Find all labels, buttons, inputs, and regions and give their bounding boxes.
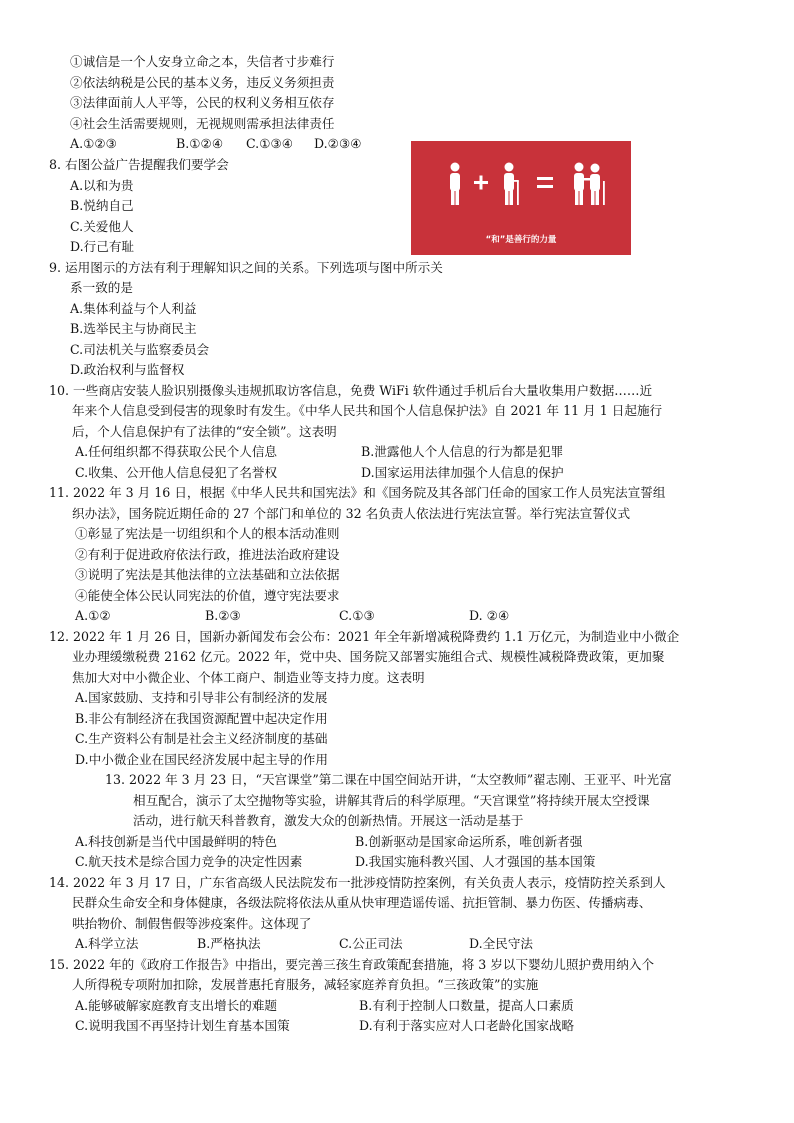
- q14-options: [75, 936, 635, 952]
- public-service-ad-image: [411, 141, 631, 255]
- q12-stem-line-3: 焦加大对中小微企业、个体工商户、制造业等支持力度。这表明: [72, 670, 425, 685]
- q13-stem-line-3: 活动，进行航天科普教育，激发大众的创新热情。开展这一活动是基于: [133, 813, 524, 828]
- q13-option-d: D.我国实施科教兴国、人才强国的基本国策: [355, 854, 596, 869]
- q10-option-a: A.任何组织都不得获取公民个人信息: [75, 444, 278, 459]
- q12-option-c: C.生产资料公有制是社会主义经济制度的基础: [75, 731, 328, 746]
- q7-statement-1: ①诚信是一个人安身立命之本，失信者寸步难行: [70, 54, 335, 69]
- q11-option-c: C.①③: [339, 608, 375, 623]
- q12-option-d: D.中小微企业在国民经济发展中起主导的作用: [75, 752, 328, 767]
- q15-stem-line-2: 人所得税专项附加扣除，发展普惠托育服务，减轻家庭养育负担。“三孩政策”的实施: [72, 977, 539, 992]
- q11-option-d: D. ②④: [469, 608, 510, 623]
- q13-stem-line-1: 13. 2022 年 3 月 23 日，“天宫课堂”第二课在中国空间站开讲，“太空教师”翟志刚、王亚平、叶光富: [105, 772, 672, 787]
- q7-statement-2: ②依法纳税是公民的基本义务，违反义务须担责: [70, 75, 335, 90]
- q11-statement-2: ②有利于促进政府依法行政，推进法治政府建设: [75, 547, 340, 562]
- q10-option-b: B.泄露他人个人信息的行为都是犯罪: [361, 444, 564, 459]
- q12-stem-line-2: 业办理缓缴税费 2162 亿元。2022 年，党中央、国务院又部署实施组合式、规模性减税降费政策，更加聚: [72, 649, 665, 664]
- q14-option-d: D.全民守法: [469, 936, 534, 951]
- q13-option-c: C.航天技术是综合国力竞争的决定性因素: [75, 854, 303, 869]
- q11-stem-line-2: 织办法》，国务院近期任命的 27 个部门和单位的 32 名负责人依法进行宪法宣誓。举行宪法宣誓仪式: [72, 506, 631, 521]
- q15-option-b: B.有利于控制人口数量，提高人口素质: [359, 998, 574, 1013]
- q14-stem-line-1: 14. 2022 年 3 月 17 日，广东省高级人民法院发布一批涉疫情防控案例，有关负责人表示，疫情防控关系到人: [49, 875, 666, 890]
- q8-option-b: B.悦纳自己: [70, 198, 134, 213]
- q10-stem-line-3: 后，个人信息保护有了法律的“安全锁”。这表明: [72, 424, 337, 439]
- q10-option-c: C.收集、公开他人信息侵犯了名誉权: [75, 465, 278, 480]
- q13-option-a: A.科技创新是当代中国最鲜明的特色: [75, 834, 278, 849]
- q10-options-row-2: [75, 465, 715, 481]
- q11-statement-4: ④能使全体公民认同宪法的价值，遵守宪法要求: [75, 588, 340, 603]
- q8-stem: 8. 右图公益广告提醒我们要学会: [49, 157, 229, 172]
- q7-statement-4: ④社会生活需要规则，无视规则需承担法律责任: [70, 116, 335, 131]
- equals-icon: [537, 177, 553, 188]
- q9-stem-line-2: 系一致的是: [70, 280, 133, 295]
- q9-option-a: A.集体利益与个人利益: [70, 301, 197, 316]
- q10-options-row-1: [75, 444, 715, 460]
- q12-stem-line-1: 12. 2022 年 1 月 26 日，国新办新闻发布会公布：2021 年全年新增减税降费约 1.1 万亿元，为制造业中小微企: [49, 629, 680, 644]
- q11-statement-1: ①彰显了宪法是一切组织和个人的根本活动准则: [75, 526, 340, 541]
- q14-option-a: A.科学立法: [75, 936, 139, 951]
- q15-option-a: A.能够破解家庭教育支出增长的难题: [75, 998, 278, 1013]
- q11-options: [75, 608, 575, 624]
- ad-caption: “和”是善行的力量: [485, 235, 557, 245]
- q11-option-a: A.①②: [75, 608, 111, 623]
- q8-option-d: D.行己有耻: [70, 239, 135, 254]
- q13-option-b: B.创新驱动是国家命运所系，唯创新者强: [355, 834, 583, 849]
- q14-option-b: B.严格执法: [197, 936, 261, 951]
- q13-options-row-1: [75, 834, 715, 850]
- q12-option-a: A.国家鼓励、支持和引导非公有制经济的发展: [75, 690, 328, 705]
- elderly-person-icon: [504, 163, 519, 206]
- q10-stem-line-2: 年来个人信息受到侵害的现象时有发生。《中华人民共和国个人信息保护法》自 2021 年 11 月 1 日起施行: [72, 403, 663, 418]
- q9-option-c: C.司法机关与监察委员会: [70, 342, 210, 357]
- q13-stem-line-2: 相互配合，演示了太空抛物等实验，讲解其背后的科学原理。“天宫课堂”将持续开展太空授课: [133, 793, 650, 808]
- q13-options-row-2: [75, 854, 715, 870]
- q15-options-row-1: [75, 998, 715, 1014]
- helping-pair-icon: [574, 163, 605, 206]
- q11-stem-line-1: 11. 2022 年 3 月 16 日，根据《中华人民共和国宪法》和《国务院及其各部门任命的国家工作人员宪法宣誓组: [49, 485, 666, 500]
- q11-option-b: B.②③: [205, 608, 241, 623]
- q9-stem-line-1: 9. 运用图示的方法有利于理解知识之间的关系。下列选项与图中所示关: [49, 260, 443, 275]
- q10-stem-line-1: 10. 一些商店安装人脸识别摄像头违规抓取访客信息，免费 WiFi 软件通过手机后台大量收集用户数据……近: [49, 383, 653, 398]
- q7-option-d: D.②③④: [314, 136, 362, 151]
- q7-option-b: B.①②④: [176, 136, 224, 151]
- q15-option-d: D.有利于落实应对人口老龄化国家战略: [359, 1018, 575, 1033]
- q14-option-c: C.公正司法: [339, 936, 403, 951]
- q14-stem-line-2: 民群众生命安全和身体健康，各级法院将依法从重从快审理造谣传谣、抗拒管制、暴力伤医、传播病毒、: [72, 895, 652, 910]
- plus-icon: [474, 176, 488, 190]
- q7-options: [70, 136, 400, 152]
- q12-option-b: B.非公有制经济在我国资源配置中起决定作用: [75, 711, 328, 726]
- q7-option-a: A.①②③: [70, 136, 117, 151]
- q8-option-a: A.以和为贵: [70, 178, 134, 193]
- q7-statement-3: ③法律面前人人平等，公民的权利义务相互依存: [70, 95, 335, 110]
- q11-statement-3: ③说明了宪法是其他法律的立法基础和立法依据: [75, 567, 340, 582]
- person-icon: [450, 163, 460, 206]
- q15-options-row-2: [75, 1018, 715, 1034]
- q8-option-c: C.关爱他人: [70, 219, 134, 234]
- q7-option-c: C.①③④: [246, 136, 294, 151]
- q9-option-b: B.选举民主与协商民主: [70, 321, 197, 336]
- q14-stem-line-3: 哄抬物价、制假售假等涉疫案件。这体现了: [72, 916, 312, 931]
- q15-option-c: C.说明我国不再坚持计划生育基本国策: [75, 1018, 290, 1033]
- q9-option-d: D.政治权利与监督权: [70, 362, 185, 377]
- q15-stem-line-1: 15. 2022 年的《政府工作报告》中指出，要完善三孩生育政策配套措施，将 3 岁以下婴幼儿照护费用纳入个: [49, 957, 655, 972]
- q10-option-d: D.国家运用法律加强个人信息的保护: [361, 465, 564, 480]
